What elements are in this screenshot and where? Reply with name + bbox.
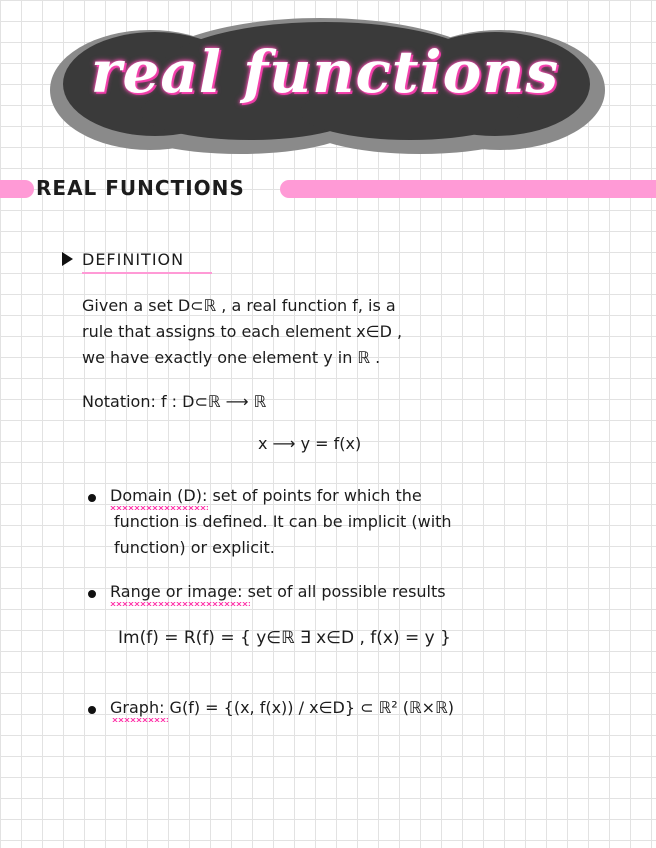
graph-line [110,698,454,717]
domain-definition: : set of points for which the [201,486,422,505]
graph-definition: : G(f) = {(x, f(x)) / x∈D} ⊂ ℝ² (ℝ×ℝ) [159,698,454,717]
range-definition: : set of all possible results [237,582,446,601]
page-title: real functions [90,38,560,106]
heading-highlight-right [280,180,656,198]
definition-underline [82,272,212,274]
range-line-1 [110,582,446,601]
definition-line-2: rule that assigns to each element x∈D , [82,322,403,341]
domain-line-1 [110,486,422,505]
bullet-dot-icon [88,706,96,714]
section-heading: REAL FUNCTIONS [36,176,245,200]
domain-line-3: function) or explicit. [114,538,275,557]
title-banner [40,10,610,160]
domain-wavy-underline [110,506,208,510]
notation-line-1: Notation: f : D⊂ℝ ⟶ ℝ [82,392,267,411]
domain-line-2: function is defined. It can be implicit (with [114,512,452,531]
domain-term: Domain (D) [110,486,202,505]
definition-line-3: we have exactly one element y in ℝ . [82,348,381,367]
heading-highlight-left [0,180,34,198]
bullet-dot-icon [88,590,96,598]
bullet-dot-icon [88,494,96,502]
graph-term: Graph [110,698,160,717]
definition-heading: DEFINITION [82,250,185,269]
range-term: Range or image [110,582,238,601]
range-formula: Im(f) = R(f) = { y∈ℝ ∃ x∈D , f(x) = y } [118,628,451,648]
graph-wavy-underline [112,718,168,722]
definition-line-1: Given a set D⊂ℝ , a real function f, is a [82,296,396,315]
range-wavy-underline [110,602,250,606]
triangle-bullet-icon [62,252,73,266]
notation-line-2: x ⟶ y = f(x) [258,434,362,453]
